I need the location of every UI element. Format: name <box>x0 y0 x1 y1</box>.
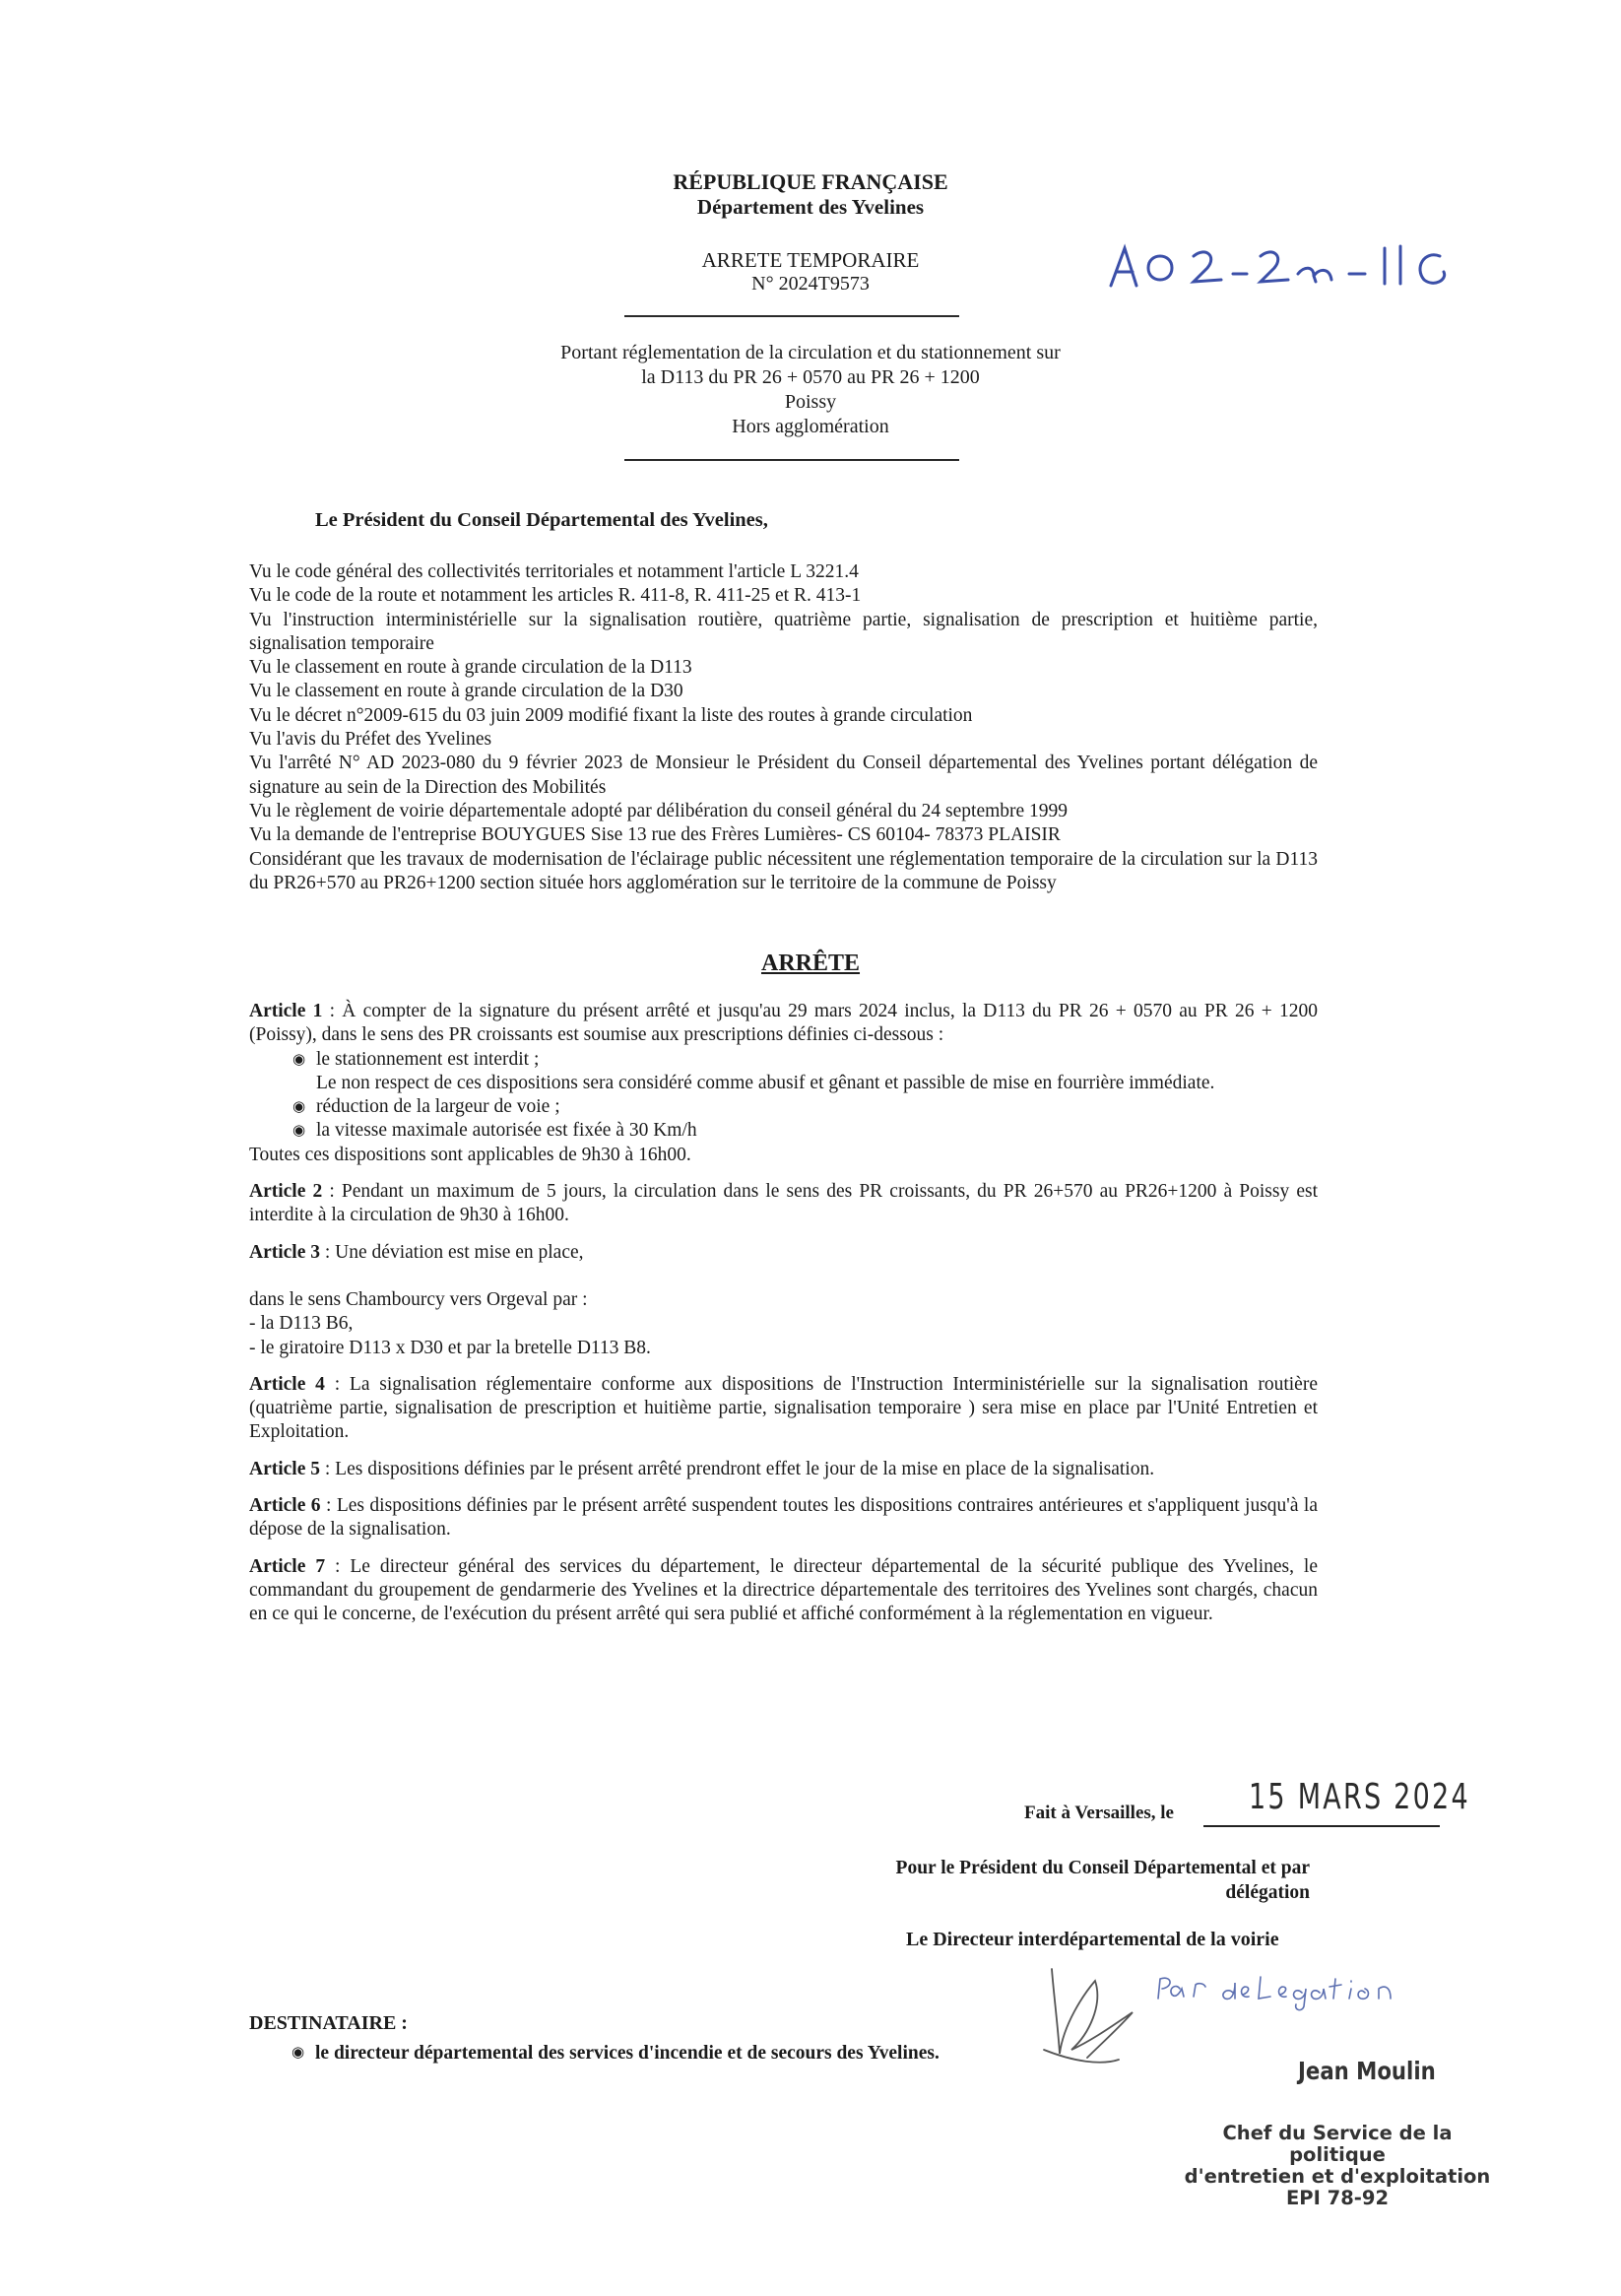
subject-line: la D113 du PR 26 + 0570 au PR 26 + 1200 <box>641 366 980 388</box>
article-3 <box>249 1241 1318 1265</box>
delegation-line: délégation <box>1225 1882 1310 1903</box>
article-label: Article 6 <box>249 1495 321 1517</box>
deviation-line: - le giratoire D113 x D30 et par la bretelle D113 B8. <box>249 1337 651 1358</box>
article-4 <box>249 1373 1318 1445</box>
visa-item: Vu le règlement de voirie départementale adopté par délibération du conseil général du 24 septembre 1999 <box>249 800 1069 821</box>
article-text: : Le directeur général des services du département, le directeur départemental de la sécurité publique des Yvelines, le commandant du groupement de gendarmerie des Yvelines et la directrice départementale des territoires des Yvelines sont chargés, chacun en ce qui le concerne, de l'exécution du présent arrêté qui sera publié et affiché conformément à la réglementation en vigueur. <box>249 1555 1318 1625</box>
article-text: : À compter de la signature du présent arrêté et jusqu'au 29 mars 2024 inclus, la D113 du PR 26 + 0570 au PR 26 + 1200 (Poissy), dans le sens des PR croissants est soumise aux prescriptions définies ci-dessous : <box>249 1001 1318 1046</box>
list-item <box>249 1095 1318 1119</box>
article-5 <box>249 1458 1318 1481</box>
article-label: Article 5 <box>249 1458 321 1479</box>
bullet-icon: ◉ <box>292 1051 306 1068</box>
bullet-icon: ◉ <box>292 2045 305 2061</box>
visa-item: Vu le classement en route à grande circulation de la D30 <box>249 681 683 702</box>
destinataire-item: le directeur départemental des services d'incendie et de secours des Yvelines. <box>315 2043 940 2064</box>
divider <box>624 459 959 461</box>
date-stamp: 15 MARS 2024 <box>1249 1777 1470 1817</box>
handwritten-signature <box>1024 1955 1497 2073</box>
visa-item: Vu l'arrêté N° AD 2023-080 du 9 février 2023 de Monsieur le Président du Conseil départemental des Yvelines portant délégation de signature au sein de la Direction des Mobilités <box>249 753 1318 798</box>
article-text: : Les dispositions définies par le présent arrêté prendront effet le jour de la mise en place de la signalisation. <box>320 1458 1155 1479</box>
considerant-item: Considérant que les travaux de modernisation de l'éclairage public nécessitent une réglementation temporaire de la circulation sur la D113 du PR26+570 au PR26+1200 section située hors agglomération sur le territoire de la commune de Poissy <box>249 848 1318 893</box>
stamp-name: Jean Moulin <box>1298 2057 1436 2085</box>
delegation-line: Pour le Président du Conseil Départemental et par <box>895 1858 1310 1878</box>
president-heading: Le Président du Conseil Départemental des Yvelines, <box>315 509 768 531</box>
visa-item: Vu l'avis du Préfet des Yvelines <box>249 729 492 751</box>
subject-block <box>0 341 1621 439</box>
visa-item: Vu le classement en route à grande circulation de la D113 <box>249 657 692 679</box>
divider <box>624 315 959 317</box>
list-item-text: le stationnement est interdit ; <box>316 1048 540 1070</box>
article-1-conclusion: Toutes ces dispositions sont applicables de 9h30 à 16h00. <box>249 1144 691 1165</box>
subject-line: Portant réglementation de la circulation et du stationnement sur <box>560 342 1061 363</box>
article-label: Article 4 <box>249 1373 325 1395</box>
visa-item: Vu l'instruction interministérielle sur la signalisation routière, quatrième partie, signalisation de prescription et huitième partie, signalisation temporaire <box>249 609 1318 654</box>
subject-line: Hors agglomération <box>732 416 889 437</box>
stamp-function <box>1172 2123 1503 2209</box>
stamp-line: EPI 78-92 <box>1285 2187 1390 2209</box>
article-1 <box>249 1000 1318 1048</box>
deviation-line: - la D113 B6, <box>249 1313 354 1335</box>
list-item <box>249 1119 1318 1143</box>
subject-line: Poissy <box>784 391 837 413</box>
article-label: Article 1 <box>249 1001 323 1021</box>
article-text: : Une déviation est mise en place, <box>320 1241 584 1263</box>
stamp-line: d'entretien et d'exploitation <box>1184 2165 1491 2188</box>
deviation-line: dans le sens Chambourcy vers Orgeval par : <box>249 1288 588 1310</box>
visa-item: Vu la demande de l'entreprise BOUYGUES Sise 13 rue des Frères Lumières- CS 60104- 78373 PLAISIR <box>249 824 1061 846</box>
departement-heading: Département des Yvelines <box>696 195 925 219</box>
destinataire-label: DESTINATAIRE : <box>249 2012 408 2034</box>
list-item-text: la vitesse maximale autorisée est fixée à 30 Km/h <box>316 1120 697 1142</box>
visa-item: Vu le code général des collectivités territoriales et notamment l'article L 3221.4 <box>249 561 859 582</box>
visa-item: Vu le décret n°2009-615 du 03 juin 2009 modifié fixant la liste des routes à grande circulation <box>249 704 973 726</box>
arrete-type: ARRETE TEMPORAIRE <box>701 248 920 272</box>
directeur-title: Le Directeur interdépartemental de la voirie <box>906 1929 1279 1950</box>
visas-list <box>249 560 1318 895</box>
list-item-continuation: Le non respect de ces dispositions sera considéré comme abusif et gênant et passible de mise en fourrière immédiate. <box>316 1072 1215 1093</box>
arrete-number: N° 2024T9573 <box>751 273 870 295</box>
bullet-icon: ◉ <box>292 1099 306 1116</box>
arrete-title: ARRÊTE <box>760 951 861 976</box>
stamp-line: Chef du Service de la politique <box>1222 2122 1453 2166</box>
article-label: Article 2 <box>249 1181 323 1203</box>
article-label: Article 3 <box>249 1241 321 1263</box>
article-6 <box>249 1494 1318 1542</box>
article-2 <box>249 1180 1318 1228</box>
article-text: : Pendant un maximum de 5 jours, la circulation dans le sens des PR croissants, du PR 26+570 au PR26+1200 à Poissy est interdite à la circulation de 9h30 à 16h00. <box>249 1181 1318 1226</box>
article-text: : Les dispositions définies par le présent arrêté suspendent toutes les dispositions contraires antérieures et s'appliquent jusqu'à la dépose de la signalisation. <box>249 1495 1318 1541</box>
articles-body <box>249 1000 1318 1627</box>
republique-heading: RÉPUBLIQUE FRANÇAISE <box>673 169 948 194</box>
visa-item: Vu le code de la route et notamment les articles R. 411-8, R. 411-25 et R. 413-1 <box>249 585 862 607</box>
article-text: : La signalisation réglementaire conforme aux dispositions de l'Instruction Interministérielle sur la signalisation routière (quatrième partie, signalisation de prescription et huitième partie, signalisation temporaire ) sera mise en place par l'Unité Entretien et Exploitation. <box>249 1373 1318 1443</box>
article-label: Article 7 <box>249 1555 326 1577</box>
bullet-icon: ◉ <box>292 1123 306 1140</box>
delegation-block <box>817 1856 1310 1905</box>
list-item <box>249 1048 1318 1072</box>
article-7 <box>249 1555 1318 1627</box>
list-item-text: réduction de la largeur de voie ; <box>316 1096 560 1118</box>
handwritten-reference <box>1103 234 1477 299</box>
date-line <box>1203 1825 1440 1827</box>
signature-place: Fait à Versailles, le <box>1024 1803 1174 1823</box>
